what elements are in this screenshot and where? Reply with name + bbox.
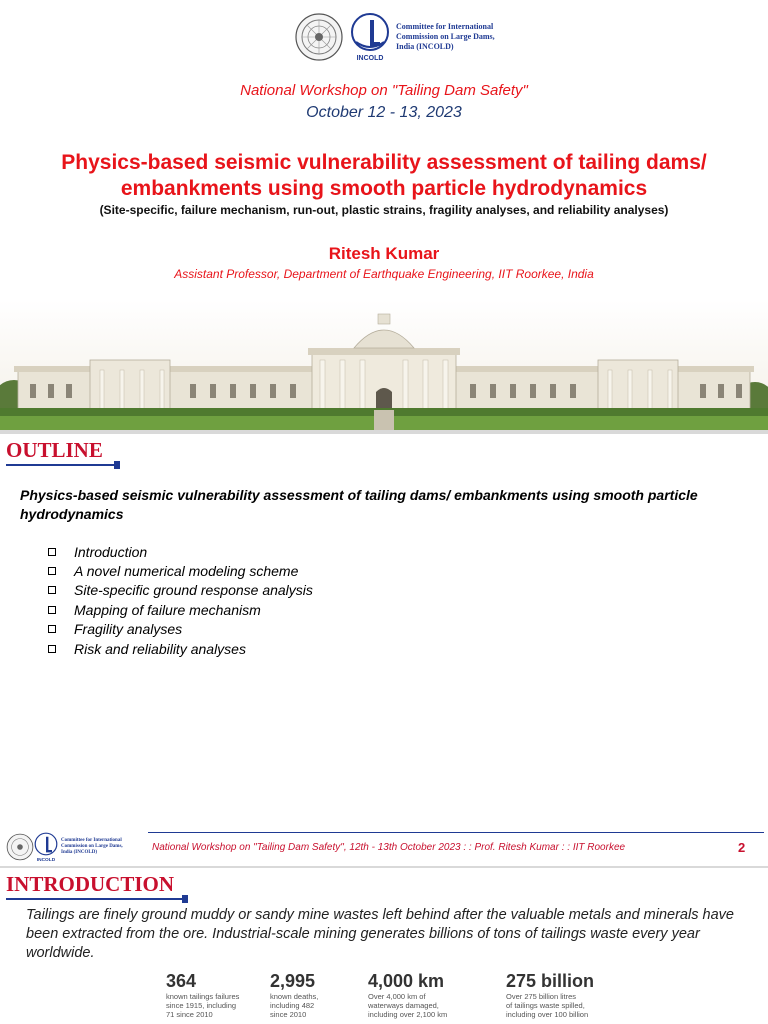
talk-title: Physics-based seismic vulnerability assessment of tailing dams/ embankments using smooth particle hydrodynamics [61,151,707,200]
stat-value: 2,995 [270,971,316,991]
stat-line: Over 275 billion litres [506,992,577,1001]
list-item-label: Mapping of failure mechanism [74,601,261,618]
introduction-slide [0,868,768,1024]
committee-line: India (INCOLD) [61,850,97,855]
list-item [48,581,313,600]
stat-value: 275 billion [506,971,595,991]
list-item [48,639,313,658]
stat-line: 71 since 2010 [166,1010,213,1019]
stat-line: known tailings failures [166,992,240,1001]
footer-divider [148,832,764,833]
outline-slide [0,434,768,866]
committee-line: Committee for International [61,838,122,843]
committee-name [396,22,516,52]
stat-line: Over 4,000 km of [368,992,426,1001]
stat-line: of tailings waste spilled, [506,1001,585,1010]
talk-subtitle: (Site-specific, failure mechanism, run-out, plastic strains, fragility analyses, and reliability analyses) [99,203,669,217]
stat-line: waterways damaged, [368,1001,439,1010]
committee-line: Commission on Large Dams, [396,32,495,41]
list-item [48,620,313,639]
stat-description [166,992,276,1019]
list-item-label: Risk and reliability analyses [74,640,246,657]
outline-heading: OUTLINE [6,438,103,462]
checkbox-bullet-icon [48,548,56,556]
committee-line: India (INCOLD) [396,42,454,51]
stat-waterways [368,970,478,1019]
checkbox-bullet-icon [48,567,56,575]
incold-logo [34,832,58,862]
list-item-label: Fragility analyses [74,621,183,638]
outline-list [48,542,313,658]
stat-description [270,992,380,1019]
checkbox-bullet-icon [48,625,56,633]
stat-line: including 482 [270,1001,315,1010]
checkbox-bullet-icon [48,586,56,594]
author-name: Ritesh Kumar [328,244,440,263]
checkbox-bullet-icon [48,606,56,614]
heading-marker [114,461,120,469]
iit-roorkee-seal-logo [294,12,344,62]
list-item-label: Introduction [74,543,148,560]
committee-line: Commission on Large Dams, [61,844,123,849]
list-item [48,561,313,580]
heading-underline [6,464,116,466]
stat-line: including over 2,100 km [368,1010,448,1019]
stat-description [506,992,626,1019]
outline-topic: Physics-based seismic vulnerability assessment of tailing dams/ embankments using smooth particle hydrodynamics [20,487,698,522]
stat-description [368,992,478,1019]
stat-line: since 1915, including [166,1001,237,1010]
footer-text: National Workshop on "Tailing Dam Safety", 12th - 13th October 2023 : : Prof. Ritesh Kumar : : IIT Roorkee [152,842,626,853]
incold-label: INCOLD [36,857,56,862]
slide-footer [0,830,768,866]
stat-deaths [270,970,380,1019]
introduction-text: Tailings are finely ground muddy or sandy mine wastes left behind after the valuable metals and minerals have been extracted from the ore. Industrial-scale mining generates billions of tons of tailings waste every year worldwide. [26,907,734,961]
title-slide [0,0,768,430]
page-number: 2 [738,840,746,855]
stat-waste-spilled [506,970,626,1019]
heading-marker [182,895,188,903]
incold-logo [350,12,390,62]
introduction-heading: INTRODUCTION [6,872,175,896]
stat-line: including over 100 billion [506,1010,589,1019]
stat-value: 4,000 km [368,971,445,991]
checkbox-bullet-icon [48,645,56,653]
list-item [48,542,313,561]
stat-tailings-failures [166,970,276,1019]
footer-logos [6,832,141,862]
author-affiliation: Assistant Professor, Department of Earthquake Engineering, IIT Roorkee, India [174,267,594,281]
committee-line: Committee for International [396,22,494,31]
workshop-name: National Workshop on "Tailing Dam Safety" [240,82,528,99]
list-item [48,600,313,619]
stat-line: known deaths, [270,992,319,1001]
committee-name [61,838,141,856]
stat-value: 364 [166,971,197,991]
workshop-dates: October 12 - 13, 2023 [306,104,462,121]
stat-line: since 2010 [270,1010,307,1019]
main-building-image [0,300,768,430]
header-logos [294,12,516,62]
incold-label: INCOLD [356,55,384,62]
list-item-label: A novel numerical modeling scheme [74,563,299,580]
heading-underline [6,898,186,900]
list-item-label: Site-specific ground response analysis [74,582,313,599]
iit-roorkee-seal-logo [6,833,34,861]
